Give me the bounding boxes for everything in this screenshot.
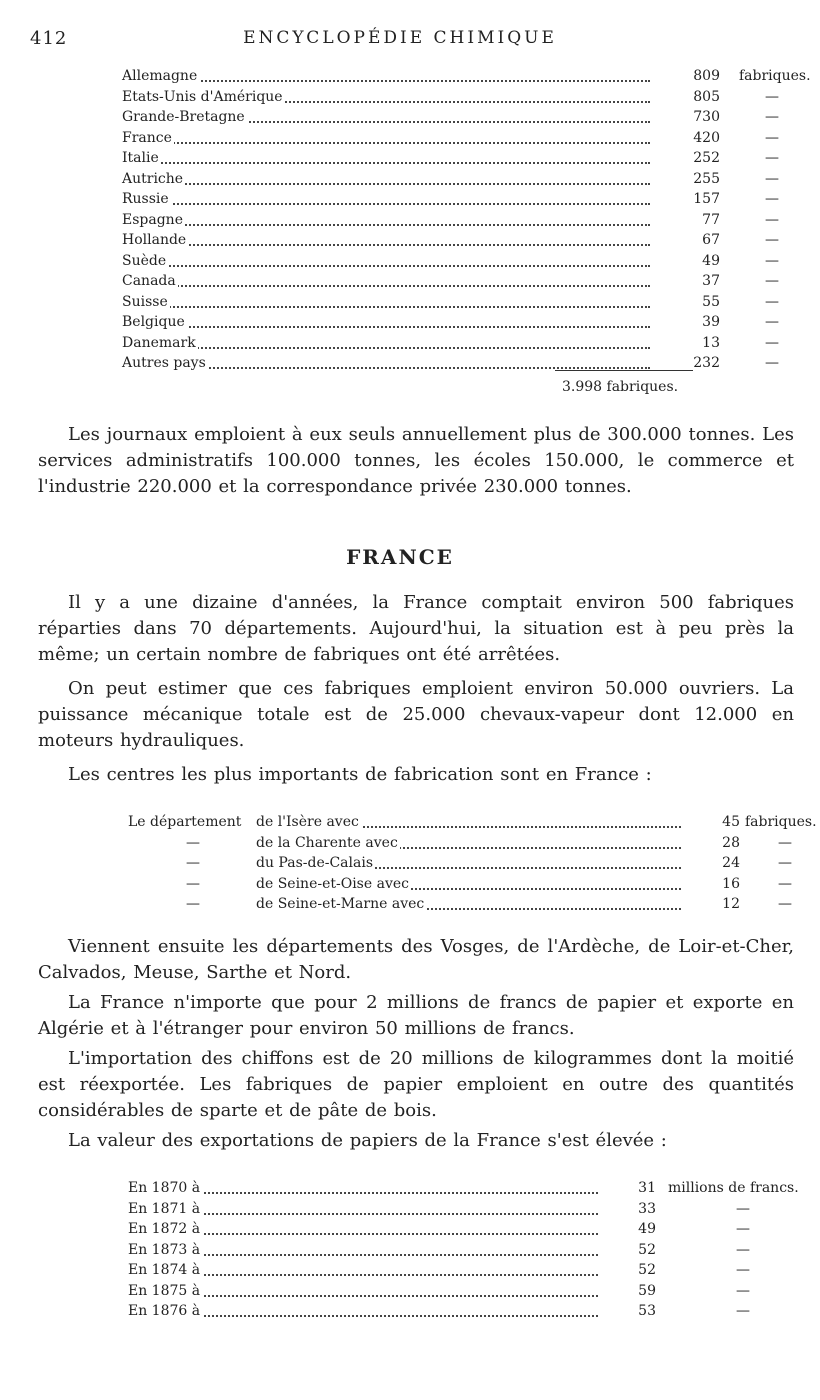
row-unit: —: [778, 834, 792, 851]
page-number: 412: [30, 28, 68, 49]
row-unit: fabriques.: [739, 68, 811, 84]
table-row: [122, 189, 779, 210]
row-unit: —: [765, 191, 779, 207]
paragraph-centres: [38, 762, 794, 788]
table-row: [122, 292, 779, 313]
row-label-text: Russie: [122, 191, 169, 207]
row-label-text: Danemark: [122, 334, 196, 351]
row-label-text: En 1872 à: [128, 1221, 201, 1237]
row-label-text: En 1876 à: [128, 1303, 201, 1319]
row-value: 52: [638, 1262, 656, 1278]
row-unit: millions de francs.: [668, 1180, 799, 1196]
row-label: [122, 271, 322, 292]
row-value: 77: [702, 211, 720, 228]
row-label: [256, 894, 426, 915]
row-unit: —: [778, 896, 792, 912]
row-label-text: En 1871 à: [128, 1200, 201, 1217]
row-dash: —: [186, 875, 200, 892]
row-value: 67: [702, 232, 720, 248]
table-row: [128, 874, 792, 895]
page-header: [0, 28, 800, 52]
row-unit: —: [765, 232, 779, 248]
paragraph-chiffons: [38, 1046, 794, 1124]
row-value: 24: [722, 855, 740, 871]
row-value: 52: [638, 1241, 656, 1258]
row-value: 59: [638, 1282, 656, 1299]
row-value: 809: [693, 68, 720, 84]
row-unit: —: [778, 875, 792, 892]
table-row: [128, 812, 817, 833]
countries-table: [122, 66, 811, 374]
row-unit: —: [765, 252, 779, 269]
row-label-text: En 1873 à: [128, 1241, 201, 1258]
row-label: [122, 210, 322, 231]
row-label-text: Etats-Unis d'Amérique: [122, 88, 283, 105]
section-title: FRANCE: [346, 545, 454, 569]
row-label-text: Belgique: [122, 314, 185, 330]
table-row: [122, 169, 779, 190]
row-unit: —: [765, 334, 779, 351]
row-label: [122, 87, 322, 108]
exports-table: [128, 1178, 799, 1322]
row-unit: —: [765, 355, 779, 371]
row-label-text: En 1875 à: [128, 1282, 201, 1299]
paragraph-text: On peut estimer que ces fabriques emploient environ 50.000 ouvriers. La puissance mécanique totale est de 25.000 chevaux-vapeur dont 12.000 en moteurs hydrauliques.: [38, 678, 794, 751]
row-label-text: Espagne: [122, 211, 183, 228]
row-unit: —: [765, 273, 779, 289]
row-label: [128, 1199, 202, 1220]
row-value: 53: [638, 1303, 656, 1319]
departments-table: [128, 812, 817, 915]
row-value: 12: [722, 896, 740, 912]
row-label: [256, 874, 411, 895]
row-label-text: En 1874 à: [128, 1262, 201, 1278]
paragraph-journaux: [38, 422, 794, 500]
row-value: 157: [693, 191, 720, 207]
row-value: 55: [702, 293, 720, 310]
row-unit: —: [765, 109, 779, 125]
row-label: [122, 230, 322, 251]
row-value: 39: [702, 314, 720, 330]
row-label: [256, 853, 375, 874]
row-unit: —: [736, 1282, 750, 1299]
row-dash: —: [186, 896, 200, 912]
table-row: [122, 312, 779, 333]
row-label-text: Allemagne: [122, 68, 198, 84]
row-label: [122, 251, 322, 272]
table-row: [122, 87, 779, 108]
row-unit: —: [765, 170, 779, 187]
row-value: 45: [722, 814, 740, 830]
row-label-text: de Seine-et-Oise avec: [256, 875, 409, 892]
paragraph-text: La valeur des exportations de papiers de la France s'est élevée :: [68, 1130, 667, 1151]
paragraph-vosges: [38, 934, 794, 986]
row-label: [128, 1260, 202, 1281]
row-unit: —: [765, 88, 779, 105]
row-label-text: Hollande: [122, 232, 187, 248]
table-row: [122, 66, 811, 87]
paragraph-exportations: [38, 1128, 794, 1154]
row-unit: fabriques.: [745, 814, 817, 830]
row-label: [122, 66, 322, 87]
row-value: 49: [702, 252, 720, 269]
row-label-text: Suisse: [122, 293, 168, 310]
row-lead: Le département: [128, 814, 242, 830]
row-label-text: En 1870 à: [128, 1180, 201, 1196]
row-value: 255: [693, 170, 720, 187]
row-value: 420: [693, 129, 720, 146]
row-unit: —: [736, 1262, 750, 1278]
row-label-text: Autriche: [122, 170, 184, 187]
row-label: [256, 833, 400, 854]
row-label-text: de l'Isère avec: [256, 814, 359, 830]
paragraph-text: Viennent ensuite les départements des Vosges, de l'Ardèche, de Loir-et-Cher, Calvados, Meuse, Sarthe et Nord.: [38, 936, 794, 983]
row-value: 37: [702, 273, 720, 289]
row-label: [122, 148, 322, 169]
table-row: [122, 271, 779, 292]
row-unit: —: [736, 1200, 750, 1217]
row-unit: —: [736, 1221, 750, 1237]
paragraph-text: Il y a une dizaine d'années, la France comptait environ 500 fabriques réparties dans 70 départements. Aujourd'hui, la situation est à peu près la même; un certain nombre de fabriques ont été arrêtées.: [38, 592, 794, 665]
row-unit: —: [765, 129, 779, 146]
row-unit: —: [765, 314, 779, 330]
table-row: [122, 230, 779, 251]
row-value: 805: [693, 88, 720, 105]
table-row: [128, 1281, 750, 1302]
paragraph-text: La France n'importe que pour 2 millions de francs de papier et exporte en Algérie et à l'étranger pour environ 50 millions de francs.: [38, 992, 794, 1039]
paragraph-text: Les journaux emploient à eux seuls annuellement plus de 300.000 tonnes. Les services administratifs 100.000 tonnes, les écoles 150.000, le commerce et l'industrie 220.000 et la correspondance privée 230.000 tonnes.: [38, 424, 794, 497]
row-dash: —: [186, 834, 200, 851]
table-row: [122, 210, 779, 231]
row-label: [122, 292, 322, 313]
paragraph-text: L'importation des chiffons est de 20 millions de kilogrammes dont la moitié est réexportée. Les fabriques de papier emploient en outre des quantités considérables de sparte et de pâte de bois.: [38, 1048, 794, 1121]
row-unit: —: [736, 1303, 750, 1319]
table-row: [128, 1260, 750, 1281]
row-label-text: de la Charente avec: [256, 834, 398, 851]
paragraph-ouvriers: [38, 676, 794, 754]
row-value: 252: [693, 150, 720, 166]
table-row: [122, 107, 779, 128]
row-value: 16: [722, 875, 740, 892]
row-unit: —: [778, 855, 792, 871]
row-label-text: France: [122, 129, 172, 146]
row-label: [128, 1281, 202, 1302]
row-value: 232: [693, 355, 720, 371]
table-row: [128, 1178, 799, 1199]
row-unit: —: [765, 150, 779, 166]
row-label: [122, 189, 322, 210]
table-row: [128, 833, 792, 854]
row-value: 730: [693, 109, 720, 125]
paragraph-import: [38, 990, 794, 1042]
row-label-text: du Pas-de-Calais: [256, 855, 374, 871]
table-row: [128, 1199, 750, 1220]
row-value: 13: [702, 334, 720, 351]
row-label: [128, 1219, 202, 1240]
row-label-text: Canada: [122, 273, 176, 289]
row-value: 33: [638, 1200, 656, 1217]
row-label: [122, 312, 322, 333]
row-label-text: de Seine-et-Marne avec: [256, 896, 425, 912]
table-row: [122, 333, 779, 354]
table-row: [128, 1240, 750, 1261]
row-label: [122, 353, 322, 374]
table-row: [128, 894, 792, 915]
row-unit: —: [765, 293, 779, 310]
row-value: 31: [638, 1180, 656, 1196]
row-label-text: Autres pays: [122, 355, 206, 371]
table-row: [128, 1219, 750, 1240]
total-rule: [555, 370, 693, 371]
row-label-text: Suède: [122, 252, 167, 269]
row-label: [128, 1178, 202, 1199]
row-unit: —: [736, 1241, 750, 1258]
row-label: [122, 128, 322, 149]
table-row: [128, 1301, 750, 1322]
row-label: [128, 1240, 202, 1261]
row-value: 49: [638, 1221, 656, 1237]
table-row: [122, 128, 779, 149]
paragraph-dizaine: [38, 590, 794, 668]
table-row: [122, 148, 779, 169]
countries-total: 3.998 fabriques.: [562, 379, 679, 395]
paragraph-text: Les centres les plus importants de fabrication sont en France :: [68, 764, 652, 785]
row-label-text: Italie: [122, 150, 159, 166]
row-label: [122, 333, 322, 354]
row-label-text: Grande-Bretagne: [122, 109, 245, 125]
row-unit: —: [765, 211, 779, 228]
row-dash: —: [186, 855, 200, 871]
row-label: [256, 812, 361, 833]
running-title: ENCYCLOPÉDIE CHIMIQUE: [243, 28, 557, 48]
table-row: [128, 853, 792, 874]
row-label: [128, 1301, 202, 1322]
row-label: [122, 169, 322, 190]
row-label: [122, 107, 322, 128]
row-value: 28: [722, 834, 740, 851]
table-row: [122, 251, 779, 272]
